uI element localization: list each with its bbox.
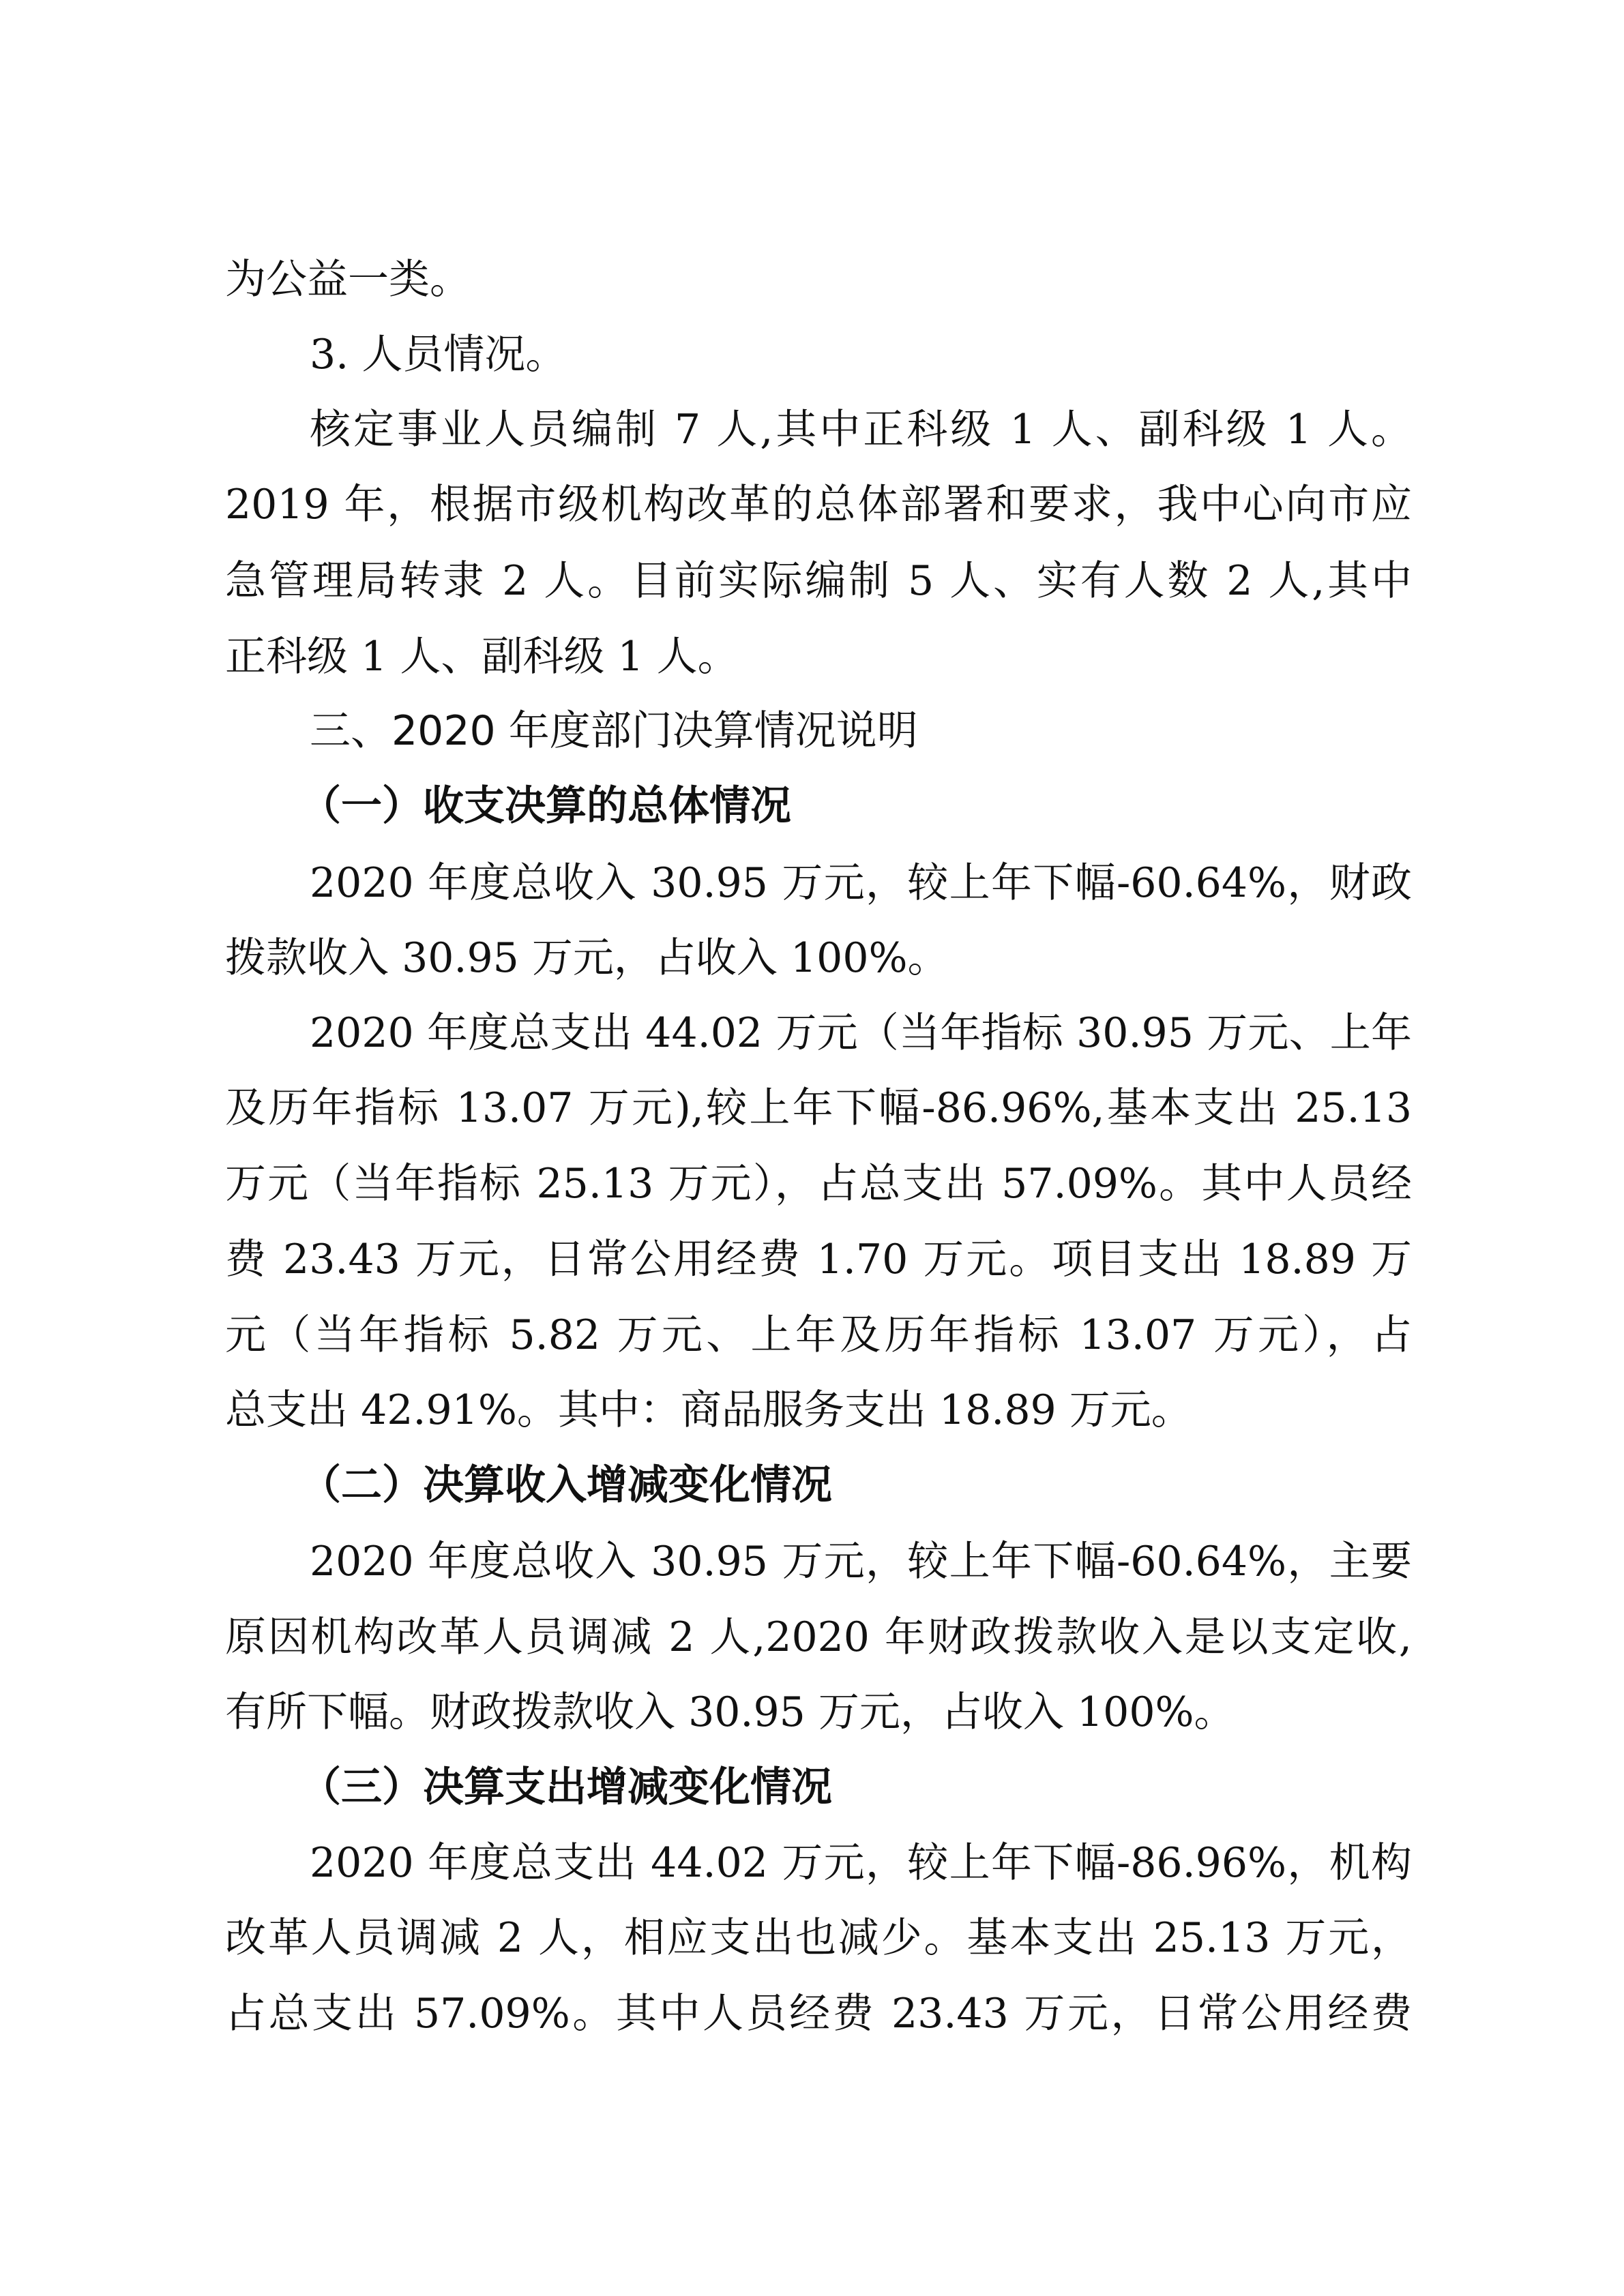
paragraph-line: 2020 年度总支出 44.02 万元，较上年下幅-86.96%，机构 [310, 1839, 1412, 1887]
paragraph-line: 2019 年，根据市级机构改革的总体部署和要求，我中心向市应 [225, 481, 1412, 528]
paragraph-line: 3. 人员情况。 [310, 331, 567, 378]
paragraph-line: 2020 年度总收入 30.95 万元，较上年下幅-60.64%，主要 [310, 1538, 1412, 1585]
paragraph-line: 占总支出 57.09%。其中人员经费 23.43 万元，日常公用经费 [225, 1990, 1412, 2038]
paragraph-line: 万元（当年指标 25.13 万元），占总支出 57.09%。其中人员经 [225, 1160, 1412, 1208]
paragraph-line: 改革人员调减 2 人，相应支出也减少。基本支出 25.13 万元， [225, 1914, 1412, 1962]
subsection-heading: （一）收支决算的总体情况 [300, 782, 791, 830]
paragraph-line: 急管理局转隶 2 人。目前实际编制 5 人、实有人数 2 人,其中 [225, 557, 1412, 605]
paragraph-line: 2020 年度总收入 30.95 万元，较上年下幅-60.64%，财政 [310, 859, 1412, 907]
section-heading: 三、2020 年度部门决算情况说明 [310, 707, 918, 755]
paragraph-line: 元（当年指标 5.82 万元、上年及历年指标 13.07 万元），占 [225, 1311, 1412, 1359]
subsection-heading: （三）决算支出增减变化情况 [300, 1763, 832, 1811]
paragraph-line: 费 23.43 万元，日常公用经费 1.70 万元。项目支出 18.89 万 [225, 1236, 1412, 1283]
paragraph-line: 拨款收入 30.95 万元，占收入 100%。 [225, 934, 949, 982]
paragraph-line: 有所下幅。财政拨款收入 30.95 万元，占收入 100%。 [225, 1688, 1235, 1736]
paragraph-line: 为公益一类。 [225, 256, 471, 303]
paragraph-line: 2020 年度总支出 44.02 万元（当年指标 30.95 万元、上年 [310, 1009, 1412, 1057]
paragraph-line: 正科级 1 人、副科级 1 人。 [225, 633, 739, 681]
paragraph-line: 总支出 42.91%。其中：商品服务支出 18.89 万元。 [225, 1386, 1192, 1434]
paragraph-line: 核定事业人员编制 7 人,其中正科级 1 人、副科级 1 人。 [310, 406, 1412, 453]
subsection-heading: （二）决算收入增减变化情况 [300, 1461, 832, 1509]
paragraph-line: 及历年指标 13.07 万元),较上年下幅-86.96%,基本支出 25.13 [225, 1084, 1412, 1132]
paragraph-line: 原因机构改革人员调减 2 人,2020 年财政拨款收入是以支定收, [225, 1613, 1412, 1661]
